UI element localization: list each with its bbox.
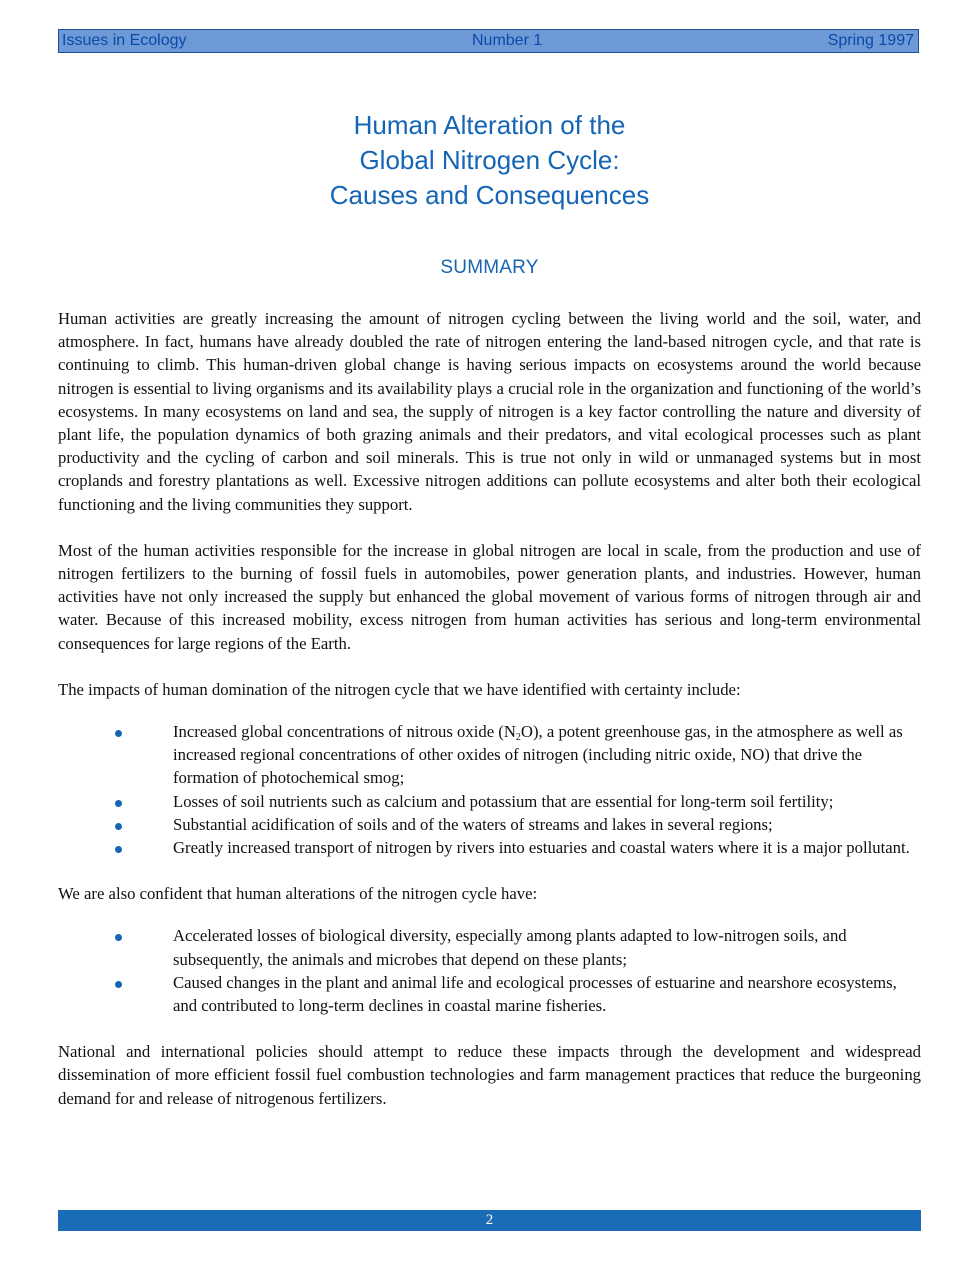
confident-list (58, 924, 921, 1017)
issue-date: Spring 1997 (827, 32, 914, 49)
paragraph: The impacts of human domination of the nitrogen cycle that we have identified with certainty include: (58, 679, 741, 699)
list-item: Losses of soil nutrients such as calcium and potassium that are essential for long-term soil fertility; (58, 790, 921, 813)
page-title (0, 108, 979, 213)
summary-heading: SUMMARY (440, 257, 539, 278)
page-footer (58, 1210, 921, 1231)
journal-name: Issues in Ecology (62, 32, 187, 49)
bullet-icon (115, 981, 122, 988)
list-item: Increased global concentrations of nitrous oxide $(N_2O)$, a potent greenhouse gas, in the atmosphere as well as increased regional concentrations of other oxides of nitrogen (including nitric oxide, NO) that drive the formation of photochemical smog; (58, 720, 921, 790)
bullet-icon (115, 846, 122, 853)
paragraph: National and international policies should attempt to reduce these impacts through the development and widespread dissemination of more efficient fossil fuel combustion technologies and farm management practices that reduce the burgeoning demand for and release of nitrogenous fertilizers. (58, 1042, 921, 1108)
list-item: Greatly increased transport of nitrogen by rivers into estuaries and coastal waters where it is a major pollutant. (58, 836, 921, 859)
bullet-icon (115, 730, 122, 737)
list-item: Substantial acidification of soils and of the waters of streams and lakes in several regions; (58, 813, 921, 836)
bullet-icon (115, 800, 122, 807)
page-number: 2 (485, 1212, 494, 1228)
running-header (58, 29, 919, 53)
paragraph: Human activities are greatly increasing the amount of nitrogen cycling between the living world and the soil, water, and atmosphere. In fact, humans have already doubled the rate of nitrogen entering the land-based nitrogen cycle, and that rate is continuing to climb. This human-driven global change is having serious impacts on ecosystems around the world because nitrogen is essential to living organisms and its availability plays a crucial role in the organization and functioning of the world’s ecosystems. In many ecosystems on land and sea, the supply of nitrogen is a key factor controlling the nature and diversity of plant life, the population dynamics of both grazing animals and their predators, and vital ecological processes such as plant productivity and the cycling of carbon and soil minerals. This is true not only in wild or unmanaged systems but in most croplands and forestry plantations as well. Excessive nitrogen additions can pollute ecosystems and alter both their ecological functioning and the living communities they support. (58, 309, 921, 514)
title-line: Human Alteration of the (353, 110, 626, 140)
issue-number: Number 1 (471, 32, 543, 49)
title-line: Global Nitrogen Cycle: (359, 145, 620, 175)
list-item: Accelerated losses of biological diversity, especially among plants adapted to low-nitrogen soils, and subsequently, the animals and microbes that depend on these plants; (58, 924, 921, 970)
bullet-icon (115, 823, 122, 830)
paragraph: Most of the human activities responsible for the increase in global nitrogen are local in scale, from the production and use of nitrogen fertilizers to the burning of fossil fuels in automobiles, power generation plants, and industries. However, human activities have not only increased the supply but enhanced the global movement of various forms of nitrogen through air and water. Because of this increased mobility, excess nitrogen from human activities has serious and long-term environmental consequences for large regions of the Earth. (58, 540, 921, 653)
title-line: Causes and Consequences (329, 180, 650, 210)
bullet-icon (115, 934, 122, 941)
paragraph: We are also confident that human alterations of the nitrogen cycle have: (58, 884, 538, 904)
list-item: Caused changes in the plant and animal life and ecological processes of estuarine and nearshore ecosystems, and contributed to long-term declines in coastal marine fisheries. (58, 971, 921, 1017)
impacts-list (58, 720, 921, 859)
body-text (58, 307, 921, 1110)
